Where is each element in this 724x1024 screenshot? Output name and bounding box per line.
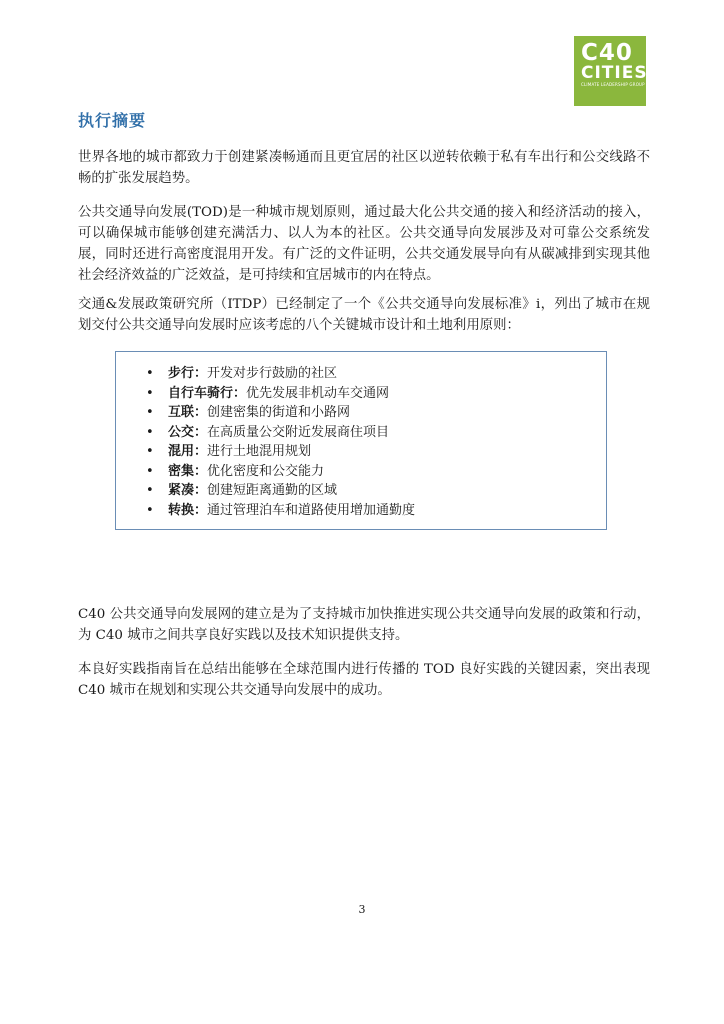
closing-paragraph-1: C40 公共交通导向发展网的建立是为了支持城市加快推进实现公共交通导向发展的政策和行动，为 C40 城市之间共享良好实践以及技术知识提供支持。 bbox=[78, 607, 650, 643]
principle-term: 转换 bbox=[168, 502, 195, 518]
principle-item bbox=[146, 384, 606, 404]
principle-item bbox=[146, 403, 606, 423]
principle-desc: 在高质量公交附近发展商住项目 bbox=[207, 424, 390, 440]
principle-term: 公交 bbox=[168, 424, 195, 440]
principle-desc: 优先发展非机动车交通网 bbox=[246, 385, 390, 401]
principle-item bbox=[146, 442, 606, 462]
principle-term: 紧凑 bbox=[168, 483, 195, 498]
principle-desc: 创建密集的街道和小路网 bbox=[207, 405, 351, 420]
logo-line-tagline: CLIMATE LEADERSHIP GROUP bbox=[581, 82, 645, 87]
intro-paragraph-2: 公共交通导向发展(TOD)是一种城市规划原则，通过最大化公共交通的接入和经济活动的接入，可以确保城市能够创建充满活力、以人为本的社区。公共交通导向发展涉及对可靠公交系统发展，同时还进行高密度混用开发。有广泛的文件证明，公共交通发展导向有从碳减排到实现其他社会经济效益的广泛效益，是可持续和宜居城市的内在特点。 bbox=[78, 205, 650, 283]
principles-list bbox=[116, 352, 606, 520]
principle-colon: ： bbox=[194, 483, 208, 498]
principle-term: 互联 bbox=[168, 405, 195, 420]
principle-desc: 进行土地混用规划 bbox=[207, 444, 312, 459]
bullet-icon: • bbox=[146, 366, 154, 381]
principle-item bbox=[146, 423, 606, 443]
principle-desc: 优化密度和公交能力 bbox=[207, 463, 325, 479]
bullet-icon: • bbox=[146, 502, 154, 518]
principle-desc: 开发对步行鼓励的社区 bbox=[207, 366, 338, 381]
closing-paragraph-2: 本良好实践指南旨在总结出能够在全球范围内进行传播的 TOD 良好实践的关键因素，突出表现 C40 城市在规划和实现公共交通导向发展中的成功。 bbox=[78, 662, 650, 698]
logo-line-c40: C40 bbox=[581, 40, 633, 66]
principle-colon: ： bbox=[194, 502, 208, 518]
c40-cities-logo bbox=[574, 36, 646, 106]
intro-paragraph-1: 世界各地的城市都致力于创建紧凑畅通而且更宜居的社区以逆转依赖于私有车出行和公交线路不畅的扩张发展趋势。 bbox=[78, 150, 650, 186]
principle-item bbox=[146, 462, 606, 482]
principle-colon: ： bbox=[194, 444, 208, 459]
bullet-icon: • bbox=[146, 385, 154, 401]
bullet-icon: • bbox=[146, 483, 154, 498]
section-title: 执行摘要 bbox=[78, 111, 147, 130]
principle-desc: 通过管理泊车和道路使用增加通勤度 bbox=[207, 502, 416, 518]
principle-term: 步行 bbox=[168, 366, 195, 381]
logo-line-cities: CITIES bbox=[581, 63, 648, 83]
principles-box bbox=[115, 351, 607, 530]
principle-item bbox=[146, 501, 606, 521]
bullet-icon: • bbox=[146, 444, 154, 459]
bullet-icon: • bbox=[146, 463, 154, 479]
principle-term: 混用 bbox=[168, 444, 195, 459]
principle-colon: ： bbox=[194, 405, 208, 420]
principle-colon: ： bbox=[233, 385, 247, 401]
principle-item bbox=[146, 481, 606, 501]
principle-colon: ： bbox=[194, 424, 208, 440]
intro-paragraph-3: 交通&发展政策研究所（ITDP）已经制定了一个《公共交通导向发展标准》i，列出了城市在规划交付公共交通导向发展时应该考虑的八个关键城市设计和土地利用原则： bbox=[78, 297, 650, 333]
principle-colon: ： bbox=[194, 366, 208, 381]
principle-term: 密集 bbox=[168, 463, 195, 479]
principle-desc: 创建短距离通勤的区域 bbox=[207, 483, 338, 498]
bullet-icon: • bbox=[146, 405, 154, 420]
principle-colon: ： bbox=[194, 463, 208, 479]
bullet-icon: • bbox=[146, 424, 154, 440]
principle-term: 自行车骑行 bbox=[168, 385, 234, 401]
page-number: 3 bbox=[358, 903, 366, 916]
principle-item bbox=[146, 364, 606, 384]
